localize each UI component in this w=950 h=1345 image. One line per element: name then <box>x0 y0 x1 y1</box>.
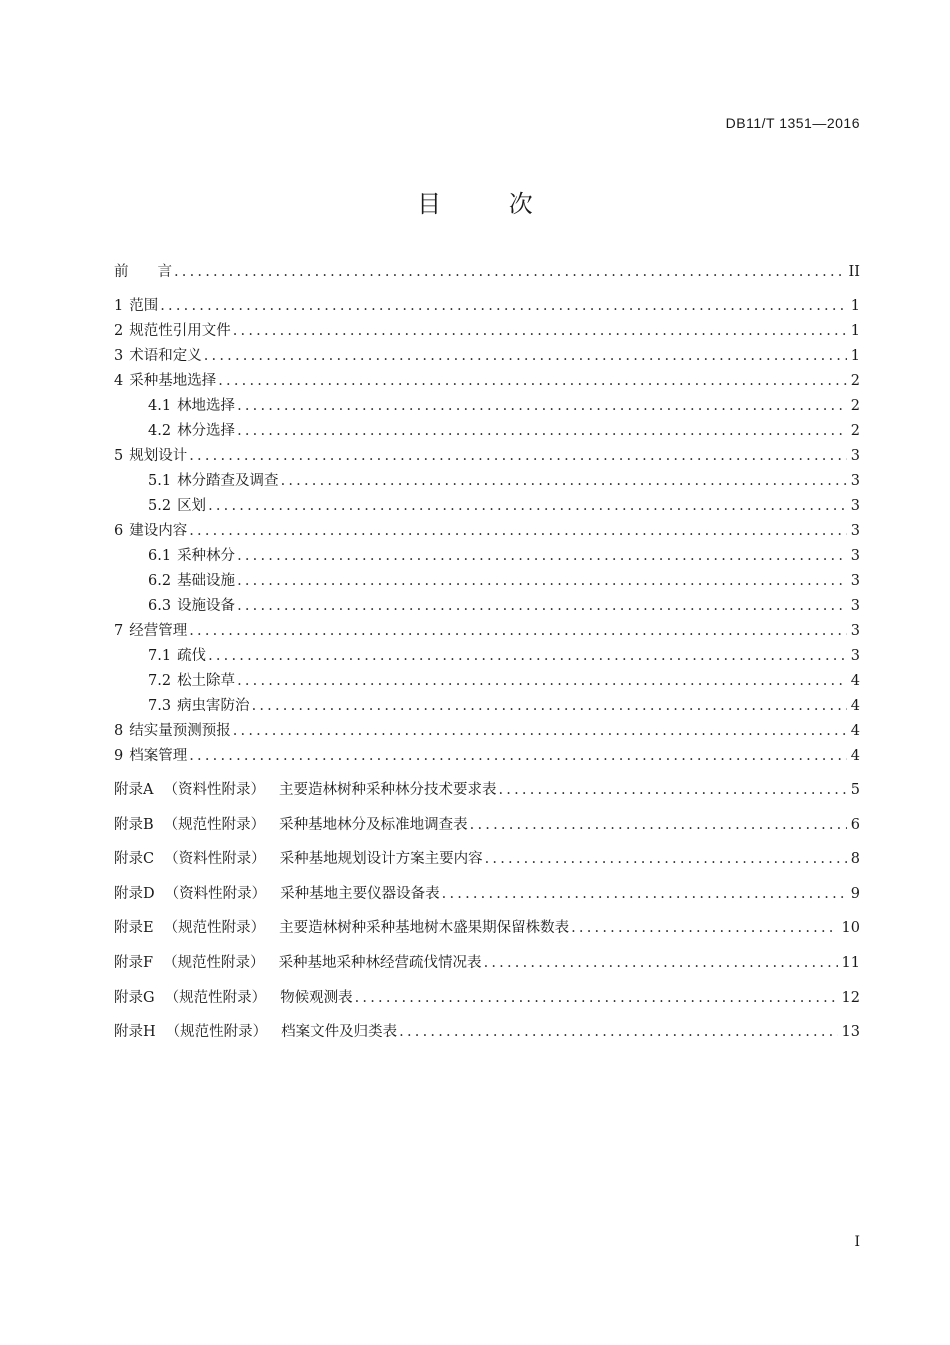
toc-entry[interactable] <box>114 669 860 694</box>
toc-entry-page: 2 <box>850 423 860 439</box>
toc-entry-label <box>114 319 231 344</box>
toc-entry-label <box>114 981 353 1016</box>
leader-dots <box>174 260 845 285</box>
toc-entry-label <box>114 369 216 394</box>
leader-dots <box>237 419 847 444</box>
toc-entry-label <box>114 444 187 469</box>
toc-entry-page: 3 <box>850 548 860 564</box>
leader-dots <box>189 519 847 544</box>
toc-entry[interactable] <box>114 294 860 319</box>
toc-entry-page: 1 <box>850 298 860 314</box>
toc-entry-number: 8 <box>114 723 124 739</box>
toc-entry[interactable] <box>114 544 860 569</box>
toc-entry-title: 结实量预测预报 <box>129 723 231 739</box>
appendix-id: 附录H <box>114 1024 156 1041</box>
toc-entry-number: 7.3 <box>148 698 172 714</box>
toc-entry-label <box>114 519 187 544</box>
toc-entry-label <box>114 294 158 319</box>
toc-entry-label <box>148 694 250 719</box>
toc-entry-page: II <box>848 264 860 280</box>
toc-entry-title: 林地选择 <box>177 398 236 414</box>
leader-dots <box>281 469 847 494</box>
appendix-id: 附录C <box>114 851 155 868</box>
leader-dots <box>233 319 847 344</box>
leader-dots <box>571 911 837 946</box>
leader-dots <box>237 569 847 594</box>
leader-dots <box>160 294 847 319</box>
toc-entry-page: 3 <box>850 448 860 464</box>
toc-entry-number: 7.1 <box>148 648 172 664</box>
document-code: DB11/T 1351—2016 <box>725 115 860 131</box>
toc-entry-label <box>114 946 482 981</box>
appendix-id: 附录G <box>114 989 155 1006</box>
toc-entry-title: 经营管理 <box>129 623 188 639</box>
toc-entry[interactable] <box>114 419 860 444</box>
appendix-type: （规范性附录） <box>163 920 266 937</box>
toc-entry-page: 1 <box>850 323 860 339</box>
appendix-id: 附录E <box>114 920 154 937</box>
toc-entry[interactable] <box>114 469 860 494</box>
toc-entry-page: 3 <box>850 473 860 489</box>
toc-entry-page: 4 <box>850 748 860 764</box>
toc-entry-label <box>114 808 468 843</box>
leader-dots <box>237 544 847 569</box>
leader-dots <box>189 619 847 644</box>
toc-entry-label <box>114 744 187 769</box>
toc-entry-title: 术语和定义 <box>129 348 202 364</box>
toc-entry-title: 松土除草 <box>177 673 236 689</box>
appendix-id: 附录A <box>114 782 154 798</box>
toc-entry-label <box>148 594 235 619</box>
toc-entry-number: 6 <box>114 523 124 539</box>
appendix-type: （资料性附录） <box>164 885 267 902</box>
leader-dots <box>442 877 847 912</box>
leader-dots <box>252 694 847 719</box>
leader-dots <box>470 808 847 843</box>
toc-entry-page: 3 <box>850 523 860 539</box>
toc-entry-title: 档案管理 <box>129 748 188 764</box>
toc-entry-page: 1 <box>850 348 860 364</box>
toc-entry-number: 4.1 <box>148 398 172 414</box>
leader-dots <box>485 842 847 877</box>
leader-dots <box>208 494 847 519</box>
toc-entry[interactable] <box>114 744 860 769</box>
toc-appendix-entry[interactable] <box>114 981 860 1016</box>
toc-entry-title: 设施设备 <box>177 598 236 614</box>
page-number: I <box>854 1234 860 1250</box>
toc-entry-title: 病虫害防治 <box>177 698 250 714</box>
toc-entry-label <box>148 469 279 494</box>
toc-entry[interactable] <box>114 619 860 644</box>
toc-entry-page: 5 <box>850 782 860 798</box>
toc-appendix-entry[interactable] <box>114 1015 860 1050</box>
toc-entry-label <box>148 569 235 594</box>
toc-entry-number: 5 <box>114 448 124 464</box>
toc-entry-title: 基础设施 <box>177 573 236 589</box>
toc-entry-page: 13 <box>841 1024 860 1041</box>
leader-dots <box>218 369 847 394</box>
toc-entry-number: 2 <box>114 323 124 339</box>
appendix-type: （规范性附录） <box>164 989 267 1006</box>
toc-entry-page: 2 <box>850 373 860 389</box>
toc-entry-number: 5.2 <box>148 498 172 514</box>
toc-entry-number: 5.1 <box>148 473 172 489</box>
toc-entry-label <box>114 719 231 744</box>
toc-entry-title: 前 言 <box>114 264 172 280</box>
toc-entry-label <box>114 773 496 808</box>
leader-dots <box>204 344 847 369</box>
toc-entry-title: 范围 <box>129 298 159 314</box>
appendix-title: 主要造林树种采种基地树木盛果期保留株数表 <box>279 920 570 937</box>
appendix-id: 附录B <box>114 816 154 833</box>
toc-entry-label <box>148 669 235 694</box>
appendix-title: 采种基地采种林经营疏伐情况表 <box>278 954 482 971</box>
toc-entry-number: 7.2 <box>148 673 172 689</box>
toc-entry-number: 6.3 <box>148 598 172 614</box>
toc-appendix-entry[interactable] <box>114 946 860 981</box>
toc-entry-label <box>114 877 440 912</box>
toc-entry-page: 3 <box>850 623 860 639</box>
toc-entry-label <box>148 544 235 569</box>
toc-entry[interactable] <box>114 694 860 719</box>
toc-entry[interactable] <box>114 519 860 544</box>
toc-entry-number: 9 <box>114 748 124 764</box>
leader-dots <box>237 594 847 619</box>
toc-entry-page: 9 <box>850 885 860 902</box>
appendix-title: 采种基地规划设计方案主要内容 <box>279 851 483 868</box>
toc-entry-title: 林分选择 <box>177 423 236 439</box>
toc-entry-label <box>114 911 569 946</box>
toc-entry-label <box>114 1015 397 1050</box>
toc-appendix-entry[interactable] <box>114 911 860 946</box>
toc-appendix-entry[interactable] <box>114 877 860 912</box>
toc-entry[interactable] <box>114 719 860 744</box>
toc-entry-label <box>148 394 235 419</box>
toc-entry-title: 采种林分 <box>177 548 236 564</box>
toc-entry[interactable] <box>114 444 860 469</box>
toc-entry-page: 11 <box>841 954 860 971</box>
appendix-type: （规范性附录） <box>165 1024 268 1041</box>
toc-entry-label <box>114 619 187 644</box>
toc-entry-number: 3 <box>114 348 124 364</box>
toc-entry[interactable] <box>114 394 860 419</box>
toc-entry-page: 4 <box>850 698 860 714</box>
toc-entry-label <box>148 644 206 669</box>
toc-entry[interactable] <box>114 569 860 594</box>
toc-entry-title: 区划 <box>177 498 207 514</box>
leader-dots <box>208 644 847 669</box>
toc-entry-title: 疏伐 <box>177 648 207 664</box>
toc-entry-preface[interactable] <box>114 260 860 285</box>
toc-entry[interactable] <box>114 369 860 394</box>
toc-entry[interactable] <box>114 344 860 369</box>
toc-entry-page: 4 <box>850 723 860 739</box>
toc-entry-number: 6.2 <box>148 573 172 589</box>
appendix-title: 主要造林树种采种林分技术要求表 <box>278 782 497 798</box>
toc-entry-number: 1 <box>114 298 124 314</box>
toc-entry[interactable] <box>114 594 860 619</box>
appendix-title: 档案文件及归类表 <box>281 1024 398 1041</box>
toc-entry-label <box>114 842 483 877</box>
leader-dots <box>498 773 846 808</box>
toc-entry-page: 3 <box>850 598 860 614</box>
appendix-type: （规范性附录） <box>163 954 265 971</box>
appendix-type: （资料性附录） <box>163 782 265 798</box>
toc-entry-number: 4 <box>114 373 124 389</box>
toc-entry-number: 7 <box>114 623 124 639</box>
appendix-title: 物候观测表 <box>280 989 353 1006</box>
toc-entry[interactable] <box>114 494 860 519</box>
appendix-title: 采种基地林分及标准地调查表 <box>279 816 468 833</box>
toc-entry[interactable] <box>114 644 860 669</box>
toc-entry-page: 12 <box>841 989 860 1006</box>
leader-dots <box>355 981 838 1016</box>
toc-entry-page: 6 <box>850 816 860 833</box>
toc-entry-label <box>148 419 235 444</box>
toc-appendix-entry[interactable] <box>114 842 860 877</box>
leader-dots <box>189 744 847 769</box>
toc-entry-label <box>114 344 202 369</box>
toc-entry-title: 规范性引用文件 <box>129 323 231 339</box>
appendix-type: （资料性附录） <box>164 851 266 868</box>
toc-entry-title: 规划设计 <box>129 448 188 464</box>
leader-dots <box>189 444 847 469</box>
page-title: 目 次 <box>417 190 563 218</box>
toc-entry-page: 3 <box>850 498 860 514</box>
leader-dots <box>237 394 847 419</box>
leader-dots <box>399 1015 837 1050</box>
toc-entry-page: 2 <box>850 398 860 414</box>
toc-entry-title: 林分踏查及调查 <box>177 473 279 489</box>
toc-entry-page: 10 <box>841 920 860 937</box>
toc-entry-page: 3 <box>850 573 860 589</box>
toc-entry-number: 4.2 <box>148 423 172 439</box>
toc-appendix-entry[interactable] <box>114 808 860 843</box>
toc-entry[interactable] <box>114 319 860 344</box>
appendix-id: 附录F <box>114 954 154 971</box>
appendix-id: 附录D <box>114 885 155 902</box>
toc-entry-page: 3 <box>850 648 860 664</box>
toc-entry-title: 建设内容 <box>129 523 188 539</box>
toc-entry-label <box>148 494 206 519</box>
appendix-type: （规范性附录） <box>163 816 266 833</box>
leader-dots <box>484 946 838 981</box>
leader-dots <box>233 719 847 744</box>
toc-entry-page: 4 <box>850 673 860 689</box>
toc-entry-title: 采种基地选择 <box>129 373 217 389</box>
appendix-title: 采种基地主要仪器设备表 <box>280 885 440 902</box>
toc-entry-number: 6.1 <box>148 548 172 564</box>
table-of-contents <box>114 260 860 1050</box>
toc-entry-page: 8 <box>850 851 860 868</box>
leader-dots <box>237 669 847 694</box>
toc-appendix-entry[interactable] <box>114 773 860 808</box>
